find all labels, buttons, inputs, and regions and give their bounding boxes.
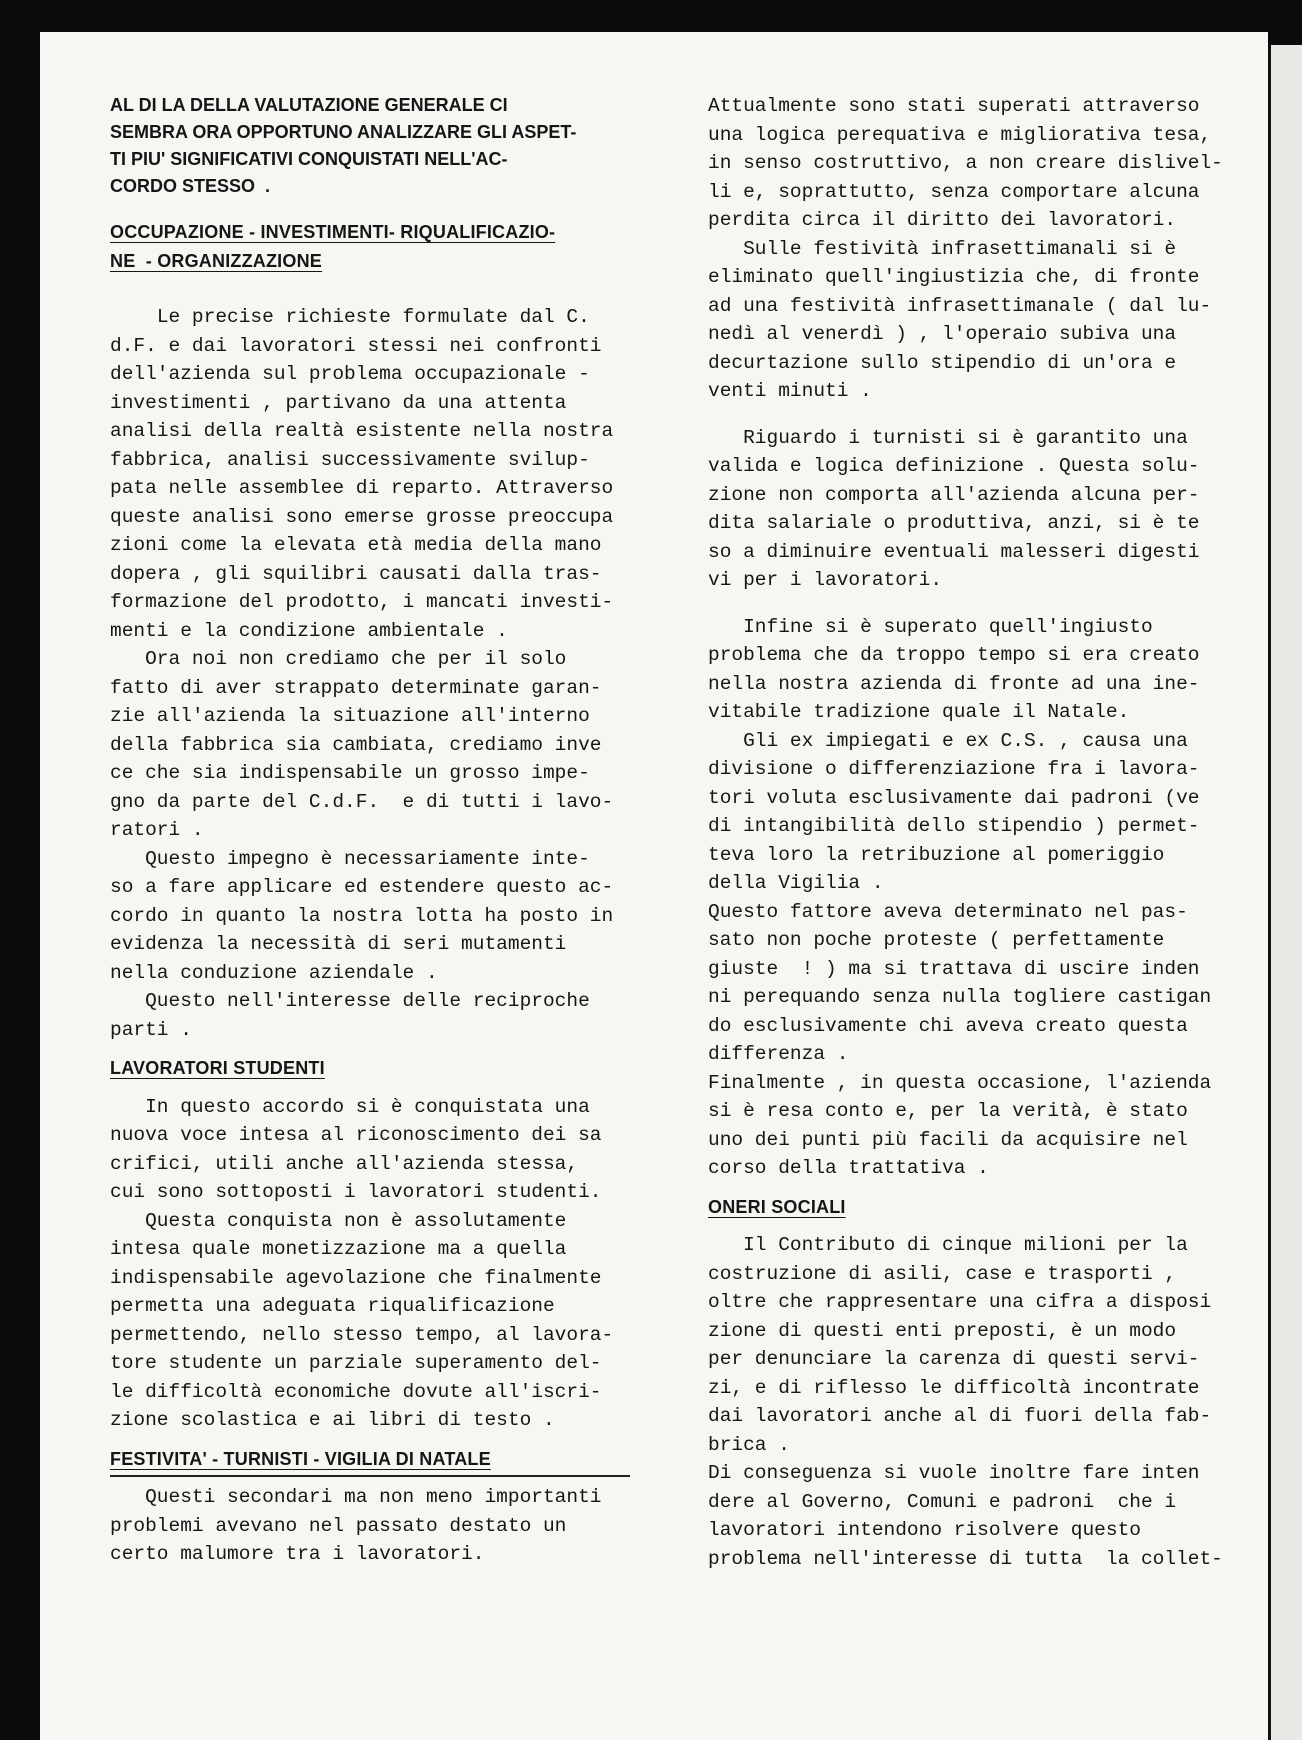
paragraph-conquista: Questa conquista non è assolutamente intesa quale monetizzazione ma a quella indispensabile agevolazione che finalmente permetta una adeguata riqualificazione permettendo, nello stesso tempo, al lavora- tore studente un parziale superamento del- le difficoltà economiche dovute all'iscri- zione scolastica e ai libri di testo .: [110, 1209, 614, 1431]
paragraph-festivita: Sulle festività infrasettimanali si è eliminato quell'ingiustizia che, di fronte ad una festività infrasettimanale ( dal lu- nedì al venerdì ) , l'operaio subiva una decurtazione sullo stipendio di un'ora e venti minuti .: [708, 237, 1212, 402]
paragraph-ex-impiegati: Gli ex impiegati e ex C.S. , causa una divisione o differenziazione fra i lavora- tori voluta esclusivamente dai padroni (ve di intangibilità dello stipendio ) permet- teva loro la retribuzione al pomeriggio della Vigilia .: [708, 729, 1200, 894]
heading-rule: [110, 1475, 630, 1477]
paragraph-attualmente: Attualmente sono stati superati attraverso una logica perequativa e migliorativa tesa, in senso costruttivo, a non creare dislivel- li e, soprattutto, senza comportare alcuna perdita circa il diritto dei lavoratori.: [708, 95, 1223, 231]
paragraph-crediamo: Ora noi non crediamo che per il solo fatto di aver strappato determinate garan- zie all'azienda la situazione all'interno della fabbrica sia cambiata, crediamo inve ce che sia indispensabile un grosso impe- gno da parte del C.d.F. e di tutti i lavo- ratori .: [110, 648, 614, 841]
heading-oneri-sociali: ONERI SOCIALI: [708, 1196, 846, 1217]
left-column: [110, 92, 700, 1569]
paragraph-contributo: Il Contributo di cinque milioni per la costruzione di asili, case e trasporti , oltre che rappresentare una cifra a disposi zione di questi enti preposti, è un modo per denunciare la carenza di questi servi- zi, e di riflesso le difficoltà incontrate dai lavoratori anche al di fuori della fab- brica .: [708, 1234, 1212, 1456]
paragraph-conseguenza: Di conseguenza si vuole inoltre fare inten dere al Governo, Comuni e padroni che i lavoratori intendono risolvere questo problema nell'interesse di tutta la collet-: [708, 1462, 1223, 1570]
intro-paragraph: AL DI LA DELLA VALUTAZIONE GENERALE CI SEMBRA ORA OPPORTUNO ANALIZZARE GLI ASPET- TI PIU' SIGNIFICATIVI CONQUISTATI NELL'AC- CORDO STESSO .: [110, 95, 577, 196]
heading-occupazione: OCCUPAZIONE - INVESTIMENTI- RIQUALIFICAZIO- NE - ORGANIZZAZIONE: [110, 222, 556, 271]
heading-festivita: FESTIVITA' - TURNISTI - VIGILIA DI NATALE: [110, 1448, 491, 1469]
paragraph-finalmente: Finalmente , in questa occasione, l'azienda si è resa conto e, per la verità, è stato uno dei punti più facili da acquisire nel corso della trattativa .: [708, 1071, 1212, 1179]
paragraph-interesse: Questo nell'interesse delle reciproche parti .: [110, 990, 590, 1041]
paragraph-problemi: Questi secondari ma non meno importanti problemi avevano nel passato destato un certo malumore tra i lavoratori.: [110, 1486, 602, 1565]
paragraph-impegno: Questo impegno è necessariamente inte- so a fare applicare ed estendere questo ac- cordo in quanto la nostra lotta ha posto in evidenza la necessità di seri mutamenti nella conduzione aziendale .: [110, 847, 614, 984]
paragraph-natale: Infine si è superato quell'ingiusto problema che da troppo tempo si era creato nella nostra azienda di fronte ad una ine- vitabile tradizione quale il Natale.: [708, 615, 1200, 723]
right-column: [708, 92, 1268, 1573]
paragraph-turnisti: Riguardo i turnisti si è garantito una valida e logica definizione . Questa solu- zione non comporta all'azienda alcuna per- dita salariale o produttiva, anzi, si è te so a diminuire eventuali malesseri digesti vi per i lavoratori.: [708, 426, 1200, 591]
adjacent-page-edge: [1268, 45, 1302, 1745]
scan-bottom-edge: [0, 1740, 1302, 1745]
paragraph-accordo-studenti: In questo accordo si è conquistata una nuova voce intesa al riconoscimento dei sa crifici, utili anche all'azienda stessa, cui sono sottoposti i lavoratori studenti.: [110, 1095, 602, 1203]
paragraph-richieste: Le precise richieste formulate dal C. d.F. e dai lavoratori stessi nei confronti dell'azienda sul problema occupazionale - investimenti , partivano da una attenta analisi della realtà esistente nella nostra fabbrica, analisi successivamente svilup- pata nelle assemblee di reparto. Attraverso queste analisi sono emerse grosse preoccupa zioni come la elevata età media della mano dopera , gli squilibri causati dalla tras- formazione del prodotto, i mancati investi- menti e la condizione ambientale .: [110, 306, 614, 642]
paragraph-fattore: Questo fattore aveva determinato nel pas- sato non poche proteste ( perfettamente giuste ! ) ma si trattava di uscire inden ni perequando senza nulla togliere castigan do esclusivamente chi aveva creato questa differenza .: [708, 900, 1212, 1065]
scanned-page: [40, 32, 1268, 1745]
heading-lavoratori-studenti: LAVORATORI STUDENTI: [110, 1058, 325, 1078]
